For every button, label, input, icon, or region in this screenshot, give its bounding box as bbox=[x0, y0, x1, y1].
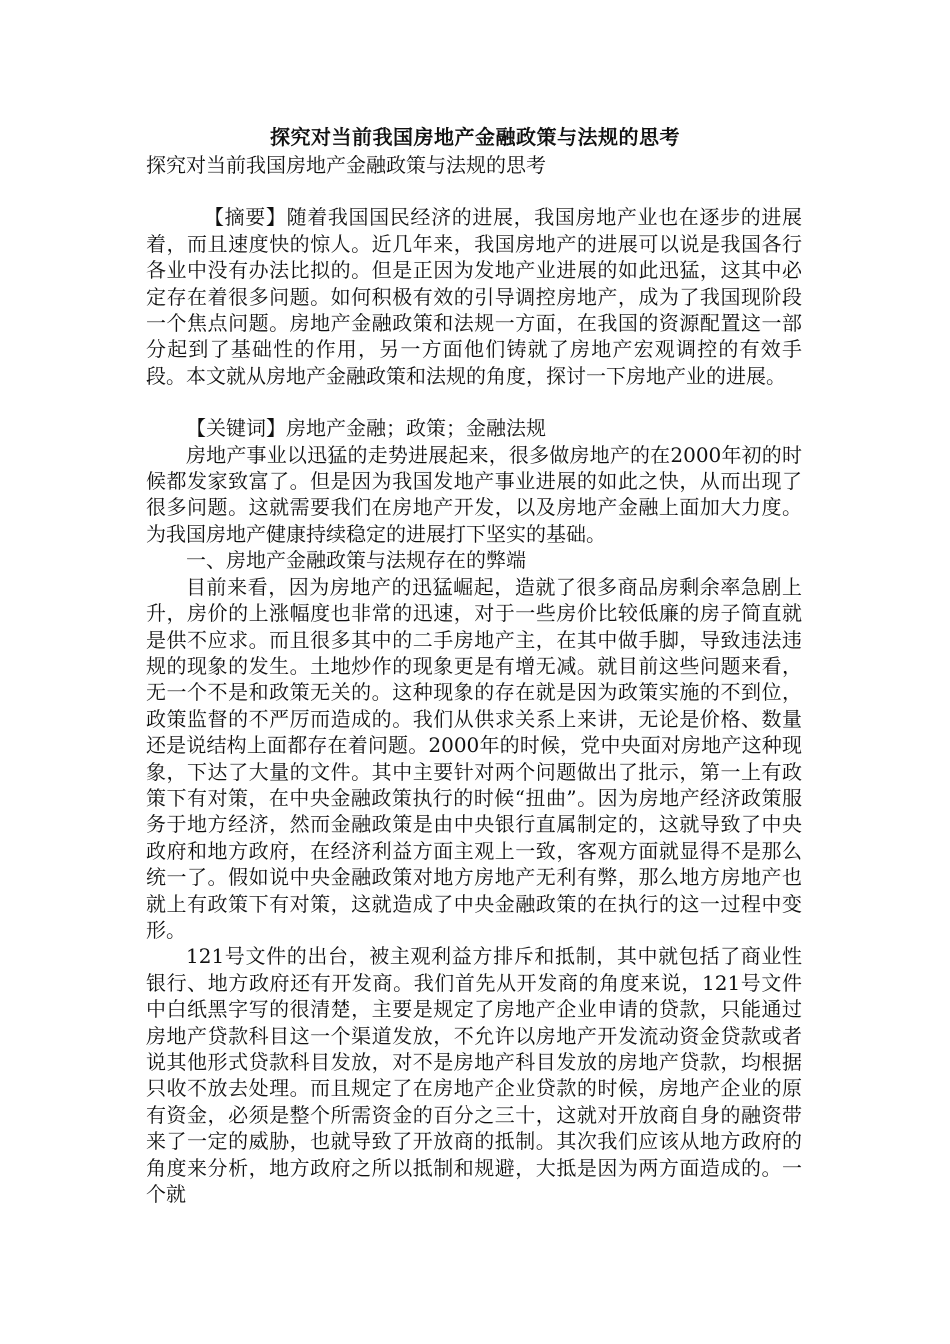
blank-line bbox=[146, 178, 802, 204]
body-paragraph: 房地产事业以迅猛的走势进展起来，很多做房地产的在2000年初的时候都发家致富了。但是因为我国发地产事业进展的如此之快，从而出现了很多问题。这就需要我们在房地产开发，以及房地产金融上面加大力度。为我国房地产健康持续稳定的进展打下坚实的基础。 bbox=[146, 442, 802, 546]
blank-line bbox=[146, 389, 802, 415]
section-heading: 一、房地产金融政策与法规存在的弊端 bbox=[186, 548, 526, 573]
body-paragraph: 121号文件的出台，被主观利益方排斥和抵制，其中就包括了商业性银行、地方政府还有开发商。我们首先从开发商的角度来说，121号文件中白纸黑字写的很清楚，主要是规定了房地产企业申请的贷款，只能通过房地产贷款科目这一个渠道发放，不允许以房地产开发流动资金贷款或者说其他形式贷款科目发放，对不是房地产科目发放的房地产贷款，均根据只收不放去处理。而且规定了在房地产企业贷款的时候，房地产企业的原有资金，必须是整个所需资金的百分之三十，这就对开放商自身的融资带来了一定的威胁，也就导致了开放商的抵制。其次我们应该从地方政府的角度来分析，地方政府之所以抵制和规避，大抵是因为两方面造成的。一个就 bbox=[146, 944, 802, 1207]
document-title: 探究对当前我国房地产金融政策与法规的思考 bbox=[270, 125, 680, 149]
abstract-paragraph: 【摘要】随着我国国民经济的进展，我国房地产业也在逐步的进展着，而且速度快的惊人。近几年来，我国房地产的进展可以说是我国各行各业中没有办法比拟的。但是正因为发地产业进展的如此迅猛，这其中必定存在着很多问题。如何积极有效的引导调控房地产，成为了我国现阶段一个焦点问题。房地产金融政策和法规一方面，在我国的资源配置这一部分起到了基础性的作用，另一方面他们铸就了房地产宏观调控的有效手段。本文就从房地产金融政策和法规的角度，探讨一下房地产业的进展。 bbox=[146, 205, 802, 388]
body-paragraph: 目前来看，因为房地产的迅猛崛起，造就了很多商品房剩余率急剧上升，房价的上涨幅度也非常的迅速，对于一些房价比较低廉的房子简直就是供不应求。而且很多其中的二手房地产主，在其中做手脚，导致违法违规的现象的发生。土地炒作的现象更是有增无减。就目前这些问题来看，无一个不是和政策无关的。这种现象的存在就是因为政策实施的不到位，政策监督的不严厉而造成的。我们从供求关系上来讲，无论是价格、数量还是说结构上面都存在着问题。2000年的时候，党中央面对房地产这种现象，下达了大量的文件。其中主要针对两个问题做出了批示，第一上有政策下有对策，在中央金融政策执行的时候“扭曲”。因为房地产经济政策服务于地方经济，然而金融政策是由中央银行直属制定的，这就导致了中央政府和地方政府，在经济利益方面主观上一致，客观方面就显得不是那么统一了。假如说中央金融政策对地方房地产无利有弊，那么地方房地产也就上有政策下有对策，这就造成了中央金融政策的在执行的这一过程中变形。 bbox=[146, 574, 802, 942]
keywords-line: 【关键词】房地产金融；政策；金融法规 bbox=[186, 416, 546, 441]
document-subtitle: 探究对当前我国房地产金融政策与法规的思考 bbox=[146, 153, 546, 177]
document-body bbox=[146, 152, 802, 1207]
